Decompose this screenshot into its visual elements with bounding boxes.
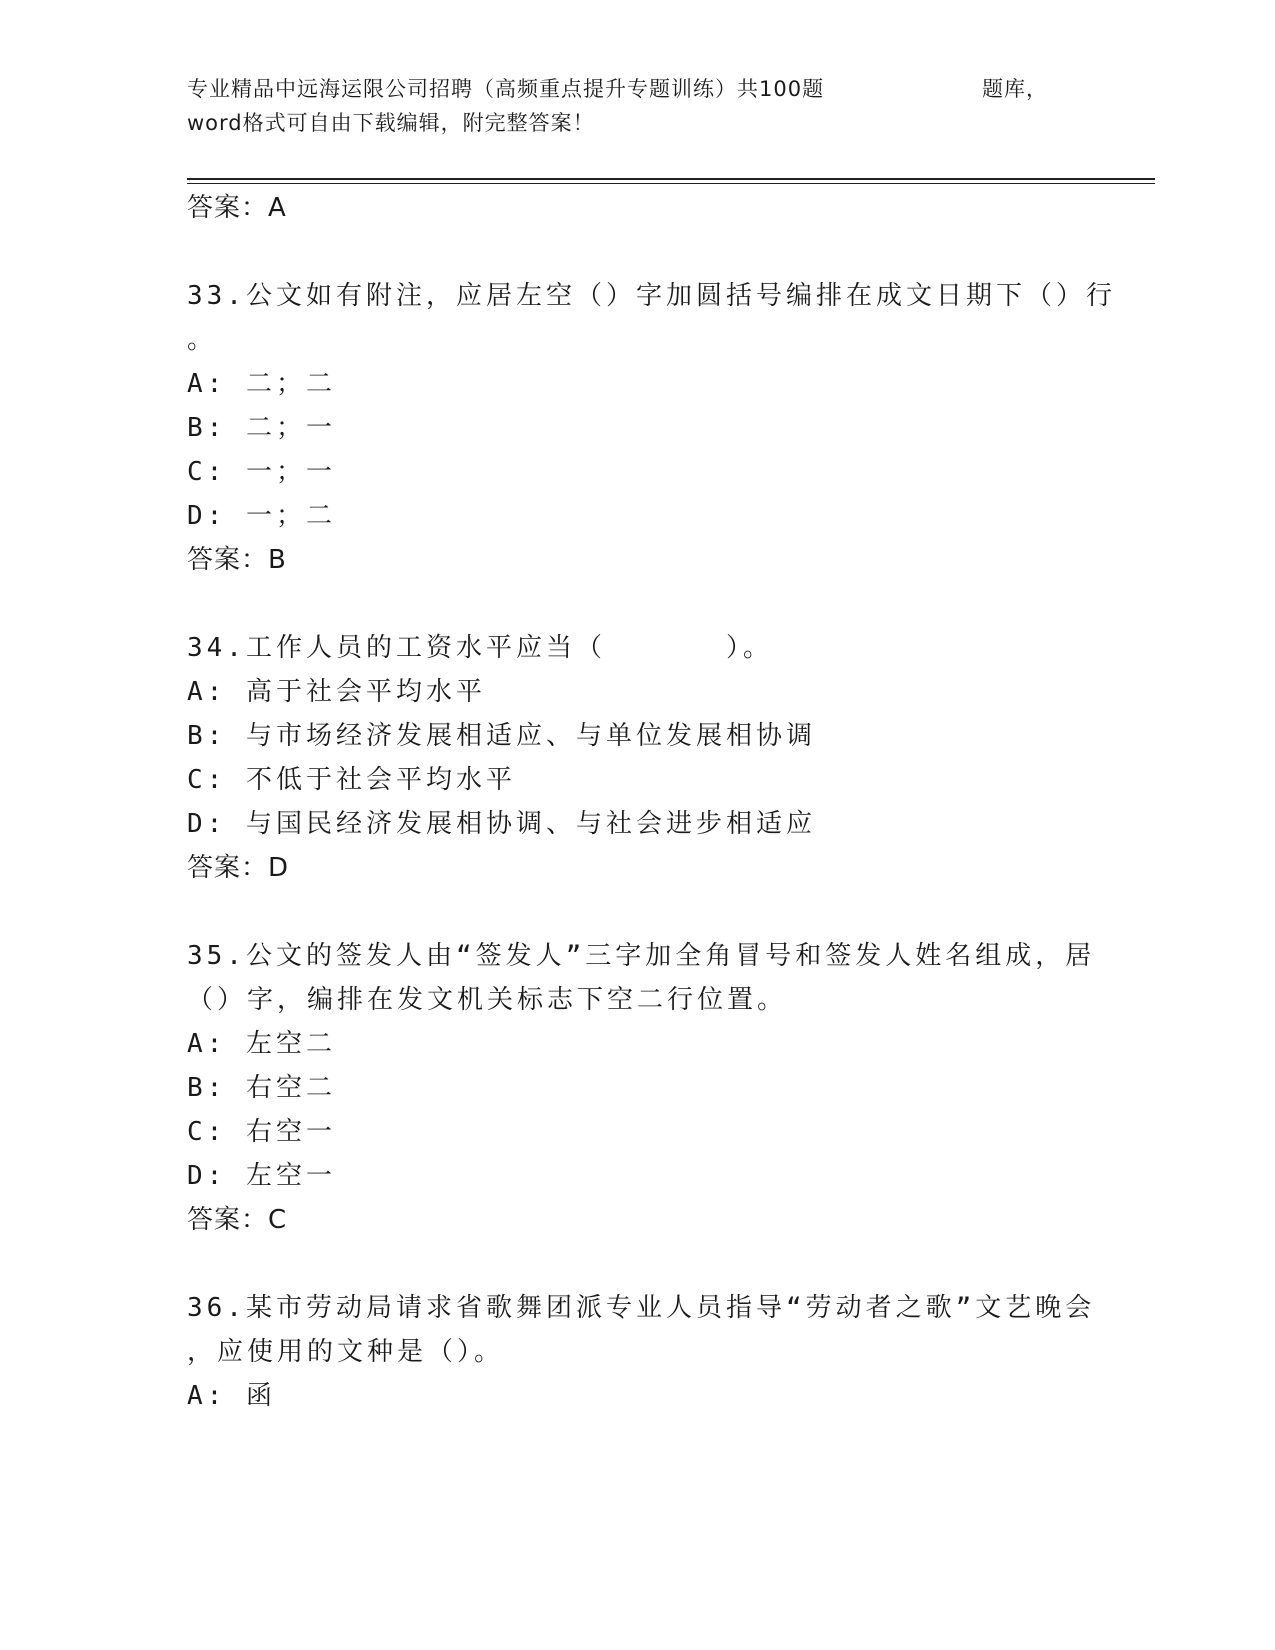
question-33-option-b: B: 二；一	[187, 413, 336, 443]
question-34-answer: 答案：D	[187, 853, 290, 883]
header-title: 专业精品中远海运限公司招聘（高频重点提升专题训练）共100题	[187, 77, 825, 101]
question-34-option-c: C: 不低于社会平均水平	[187, 765, 516, 795]
header-divider-thin	[187, 183, 1155, 184]
question-33-option-d: D: 一；二	[187, 501, 336, 531]
question-35-answer: 答案：C	[187, 1205, 288, 1235]
question-34-text: 34.工作人员的工资水平应当（ ）。	[187, 633, 773, 663]
question-33-text-cont: 。	[187, 325, 218, 355]
question-33-option-a: A: 二；二	[187, 369, 336, 399]
question-33-answer: 答案：B	[187, 545, 287, 575]
question-36-text: 36.某市劳动局请求省歌舞团派专业人员指导“劳动者之歌”文艺晚会	[187, 1293, 1096, 1323]
header-divider-thick	[187, 178, 1155, 180]
question-33-text: 33.公文如有附注，应居左空（）字加圆括号编排在成文日期下（）行	[187, 281, 1116, 311]
header-title-suffix: 题库，	[982, 77, 1048, 101]
question-35-option-d: D: 左空一	[187, 1161, 336, 1191]
page-header	[187, 72, 1067, 140]
question-36-option-a: A: 函	[187, 1381, 276, 1411]
answer-line: 答案：A	[187, 193, 287, 223]
question-35-option-a: A: 左空二	[187, 1029, 336, 1059]
question-35-text: 35.公文的签发人由“签发人”三字加全角冒号和签发人姓名组成，居	[187, 941, 1096, 971]
question-36-text-cont: ，应使用的文种是（）。	[187, 1337, 505, 1367]
question-34-option-b: B: 与市场经济发展相适应、与单位发展相协调	[187, 721, 816, 751]
question-34-option-d: D: 与国民经济发展相协调、与社会进步相适应	[187, 809, 816, 839]
question-35-option-c: C: 右空一	[187, 1117, 336, 1147]
question-35-option-b: B: 右空二	[187, 1073, 336, 1103]
question-33-option-c: C: 一；一	[187, 457, 336, 487]
header-line-1	[187, 72, 1067, 106]
question-34-option-a: A: 高于社会平均水平	[187, 677, 486, 707]
question-35-text-cont: （）字，编排在发文机关标志下空二行位置。	[187, 985, 788, 1015]
header-subtitle: word格式可自由下载编辑，附完整答案！	[187, 111, 595, 135]
